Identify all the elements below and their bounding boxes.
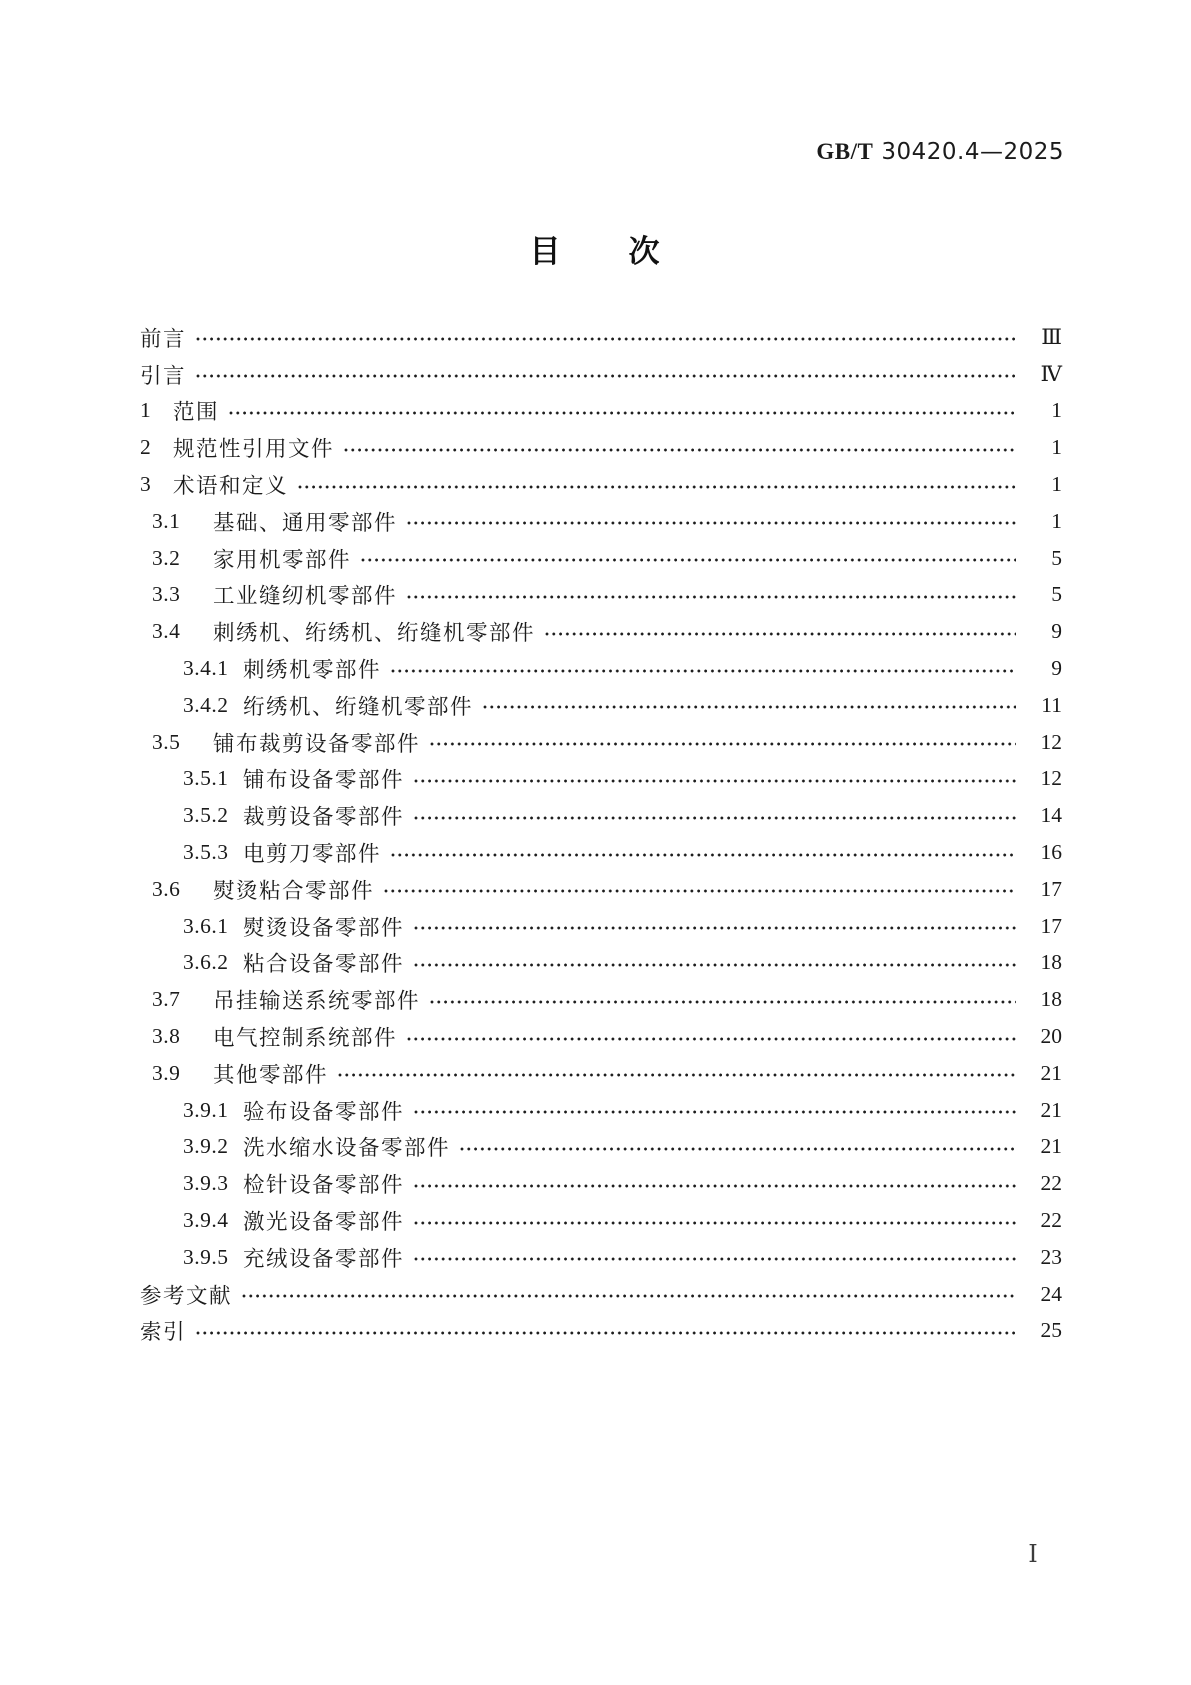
toc-entry	[140, 1018, 1062, 1055]
dot-leader	[413, 961, 1016, 969]
entry-page: 16	[1040, 840, 1062, 865]
dot-leader	[429, 740, 1016, 748]
entry-number: 3.6.1	[183, 913, 229, 938]
dot-leader	[390, 667, 1016, 675]
entry-label: 充绒设备零部件	[243, 1246, 405, 1271]
entry-label: 验布设备零部件	[243, 1099, 405, 1124]
entry-number: 3.5	[152, 729, 181, 754]
dot-leader	[459, 1145, 1016, 1153]
entry-label: 参考文献	[140, 1283, 233, 1308]
dot-leader	[413, 777, 1016, 785]
entry-label: 绗绣机、绗缝机零部件	[243, 694, 474, 719]
entry-label: 刺绣机零部件	[243, 658, 382, 683]
toc-entry	[140, 650, 1062, 687]
dot-leader	[297, 483, 1016, 491]
entry-page: 12	[1040, 766, 1062, 791]
entry-page: 17	[1040, 876, 1062, 901]
entry-page: 25	[1040, 1318, 1062, 1343]
entry-number: 3.5.3	[183, 840, 229, 865]
entry-page: 11	[1041, 692, 1062, 717]
entry-page: 21	[1040, 1060, 1062, 1085]
entry-label: 基础、通用零部件	[213, 510, 398, 535]
entry-label: 铺布裁剪设备零部件	[213, 731, 421, 756]
dot-leader	[413, 924, 1016, 932]
toc-entry	[140, 1276, 1062, 1313]
dot-leader	[195, 1329, 1016, 1337]
entry-number: 3.8	[152, 1024, 181, 1049]
toc-entry	[140, 797, 1062, 834]
dot-leader	[413, 1219, 1016, 1227]
dot-leader	[482, 703, 1016, 711]
dot-leader	[413, 1255, 1016, 1263]
toc-entry	[140, 613, 1062, 650]
footer-page-number: Ⅰ	[1028, 1542, 1038, 1568]
entry-label: 熨烫设备零部件	[243, 915, 405, 940]
dot-leader	[383, 887, 1016, 895]
toc-entry	[140, 945, 1062, 982]
dot-leader	[337, 1071, 1016, 1079]
dot-leader	[413, 814, 1016, 822]
standard-code-number: 30420.4—2025	[881, 139, 1064, 165]
entry-number: 3.4.1	[183, 656, 229, 681]
toc-entry	[140, 540, 1062, 577]
entry-page: 18	[1040, 987, 1062, 1012]
toc-entry	[140, 1129, 1062, 1166]
entry-label: 术语和定义	[173, 474, 289, 499]
toc-entry	[140, 356, 1062, 393]
toc-list	[140, 319, 1062, 1349]
entry-label: 检针设备零部件	[243, 1173, 405, 1198]
entry-number: 3.6	[152, 876, 181, 901]
entry-label: 范围	[173, 400, 220, 425]
entry-page: 14	[1040, 803, 1062, 828]
entry-page: 22	[1040, 1171, 1062, 1196]
standard-code	[816, 138, 1064, 167]
toc-entry	[140, 393, 1062, 430]
entry-number: 3.5.1	[183, 766, 229, 791]
page-title: 目 次	[529, 234, 662, 270]
toc-entry	[140, 1165, 1062, 1202]
toc-entry	[140, 761, 1062, 798]
entry-number: 3.3	[152, 582, 181, 607]
toc-entry	[140, 834, 1062, 871]
toc-entry	[140, 981, 1062, 1018]
toc-entry	[140, 1313, 1062, 1350]
entry-page: 18	[1040, 950, 1062, 975]
toc-entry	[140, 871, 1062, 908]
entry-page: 5	[1051, 582, 1062, 607]
dot-leader	[406, 593, 1016, 601]
toc-entry	[140, 724, 1062, 761]
entry-page: 20	[1040, 1024, 1062, 1049]
toc-entry	[140, 577, 1062, 614]
dot-leader	[195, 372, 1016, 380]
entry-page: 21	[1040, 1134, 1062, 1159]
entry-label: 家用机零部件	[213, 547, 352, 572]
entry-label: 电剪刀零部件	[243, 842, 382, 867]
toc-entry	[140, 429, 1062, 466]
entry-label: 激光设备零部件	[243, 1210, 405, 1235]
toc-entry	[140, 908, 1062, 945]
toc-entry	[140, 503, 1062, 540]
entry-label: 洗水缩水设备零部件	[243, 1136, 451, 1161]
entry-page: 1	[1051, 472, 1062, 497]
entry-number: 3.4	[152, 619, 181, 644]
entry-page: 9	[1051, 619, 1062, 644]
entry-label: 规范性引用文件	[173, 437, 335, 462]
entry-label: 工业缝纫机零部件	[213, 584, 398, 609]
dot-leader	[413, 1182, 1016, 1190]
entry-page: 24	[1040, 1281, 1062, 1306]
entry-page: 9	[1051, 656, 1062, 681]
dot-leader	[390, 851, 1016, 859]
toc-entry	[140, 466, 1062, 503]
entry-number: 3.1	[152, 508, 181, 533]
standard-code-prefix: GB/T	[816, 139, 874, 164]
dot-leader	[429, 998, 1016, 1006]
toc-entry	[140, 1239, 1062, 1276]
toc-entry	[140, 1202, 1062, 1239]
dot-leader	[241, 1292, 1016, 1300]
dot-leader	[544, 630, 1016, 638]
entry-number: 3.9.3	[183, 1171, 229, 1196]
entry-page: 22	[1040, 1208, 1062, 1233]
entry-page: 5	[1051, 545, 1062, 570]
entry-label: 吊挂输送系统零部件	[213, 989, 421, 1014]
entry-number: 3.7	[152, 987, 181, 1012]
entry-label: 引言	[140, 363, 187, 388]
entry-label: 其他零部件	[213, 1062, 329, 1087]
entry-label: 索引	[140, 1320, 187, 1345]
entry-page: Ⅳ	[1040, 361, 1062, 386]
entry-page: 17	[1040, 913, 1062, 938]
entry-label: 刺绣机、绗绣机、绗缝机零部件	[213, 621, 536, 646]
dot-leader	[406, 519, 1016, 527]
dot-leader	[360, 556, 1016, 564]
dot-leader	[343, 446, 1016, 454]
entry-number: 3.2	[152, 545, 181, 570]
entry-label: 前言	[140, 326, 187, 351]
entry-page: 1	[1051, 508, 1062, 533]
entry-label: 熨烫粘合零部件	[213, 878, 375, 903]
entry-number: 3.6.2	[183, 950, 229, 975]
toc-entry	[140, 1092, 1062, 1129]
dot-leader	[413, 1108, 1016, 1116]
toc-entry	[140, 1055, 1062, 1092]
dot-leader	[195, 335, 1016, 343]
entry-number: 3.9	[152, 1060, 181, 1085]
entry-number: 3.9.1	[183, 1097, 229, 1122]
entry-page: 23	[1040, 1244, 1062, 1269]
entry-page: 1	[1051, 435, 1062, 460]
dot-leader	[406, 1035, 1016, 1043]
entry-page: 21	[1040, 1097, 1062, 1122]
entry-label: 电气控制系统部件	[213, 1026, 398, 1051]
dot-leader	[228, 409, 1016, 417]
entry-label: 粘合设备零部件	[243, 952, 405, 977]
entry-number: 1	[140, 398, 152, 423]
entry-number: 3.9.5	[183, 1244, 229, 1269]
entry-number: 2	[140, 435, 152, 460]
entry-number: 3.5.2	[183, 803, 229, 828]
entry-number: 3.4.2	[183, 692, 229, 717]
entry-number: 3.9.2	[183, 1134, 229, 1159]
entry-label: 裁剪设备零部件	[243, 805, 405, 830]
toc-entry	[140, 687, 1062, 724]
entry-label: 铺布设备零部件	[243, 768, 405, 793]
entry-number: 3	[140, 472, 152, 497]
entry-number: 3.9.4	[183, 1208, 229, 1233]
entry-page: 12	[1040, 729, 1062, 754]
toc-entry	[140, 319, 1062, 356]
entry-page: 1	[1051, 398, 1062, 423]
entry-page: Ⅲ	[1041, 324, 1062, 349]
